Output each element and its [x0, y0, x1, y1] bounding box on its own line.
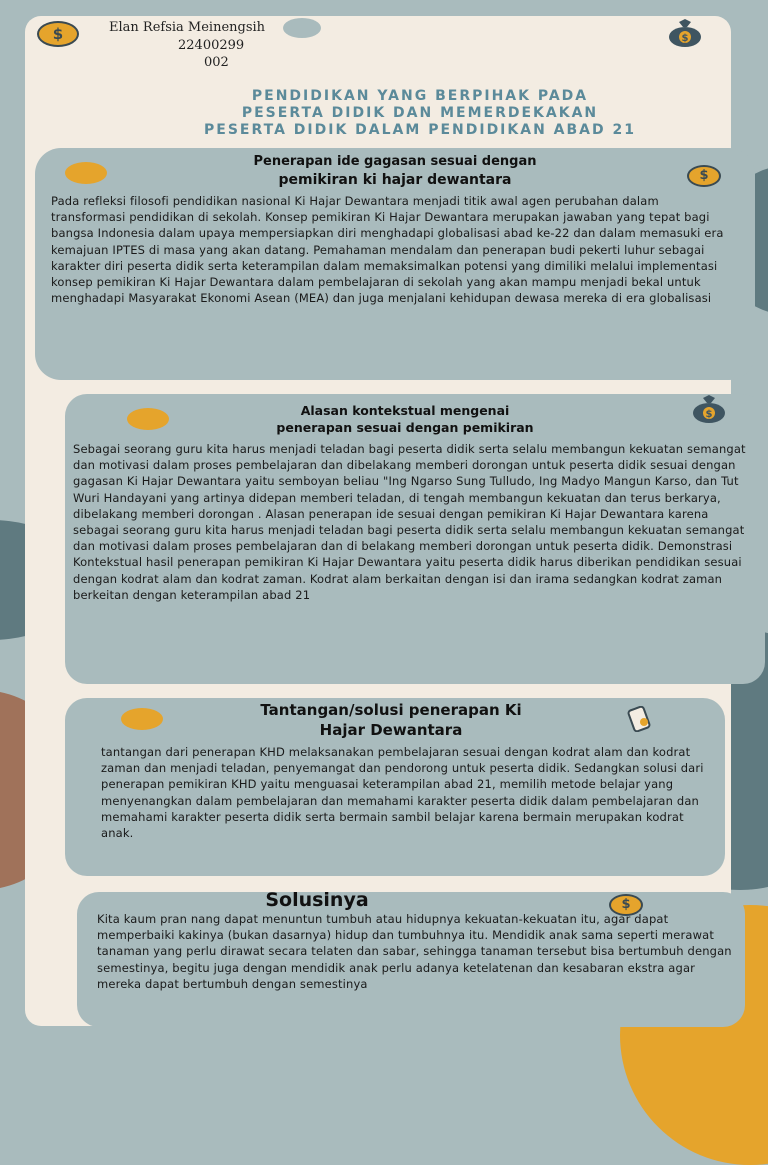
smartphone-icon: [625, 706, 655, 732]
section-title: [135, 153, 655, 189]
section-body: Sebagai seorang guru kita harus menjadi teladan bagi peserta didik serta selalu membangun kekuatan semangat dan motivasi dalam proses pembelajaran dan dibelakang memberi dorongan untuk peserta didik sesuai dengan gagasan Ki Hajar Dewantara yaitu semboyan beliau "Ing Ngarso Sung Tulludo, Ing Madyo Mangun Karso, dan Tut Wuri Handayani yang artinya didepan memberi teladan, di tengah membangun kekuatan dan terus berkarya, dibelakang memberi dorongan . Alasan penerapan ide sesuai dengan pemikiran Ki Hajar Dewantara karena sebagai seorang guru kita harus menjadi teladan bagi peserta didik serta selalu membangun kekuatan semangat dan motivasi dalam proses pembelajaran dan di belakang memberi dorongan untuk peserta didik. Demonstrasi Kontekstual hasil penerapan pemikiran Ki Hajar Dewantara yaitu peserta didik harus diberikan pendidikan sesuai dengan kodrat alam dan kodrat zaman. Kodrat alam berkaitan dengan isi dan irama sedangkan kodrat zaman berkeitan dengan keterampilan abad 21: [73, 442, 746, 602]
section-title-line: Penerapan ide gagasan sesuai dengan: [253, 154, 537, 169]
section-card-solusi: [77, 889, 745, 1027]
student-id: 22400299: [178, 38, 245, 53]
dollar-coin-icon: $: [609, 894, 643, 916]
section-title: [195, 402, 615, 436]
orange-dot: [121, 708, 163, 730]
section-title-line: penerapan sesuai dengan pemikiran: [276, 420, 534, 435]
section-title-line: Solusinya: [265, 889, 369, 911]
section-card-penerapan: [35, 148, 755, 380]
section-title: [227, 888, 407, 912]
section-title-line: Alasan kontekstual mengenai: [300, 403, 510, 418]
author-name: Elan Refsia Meinengsih: [109, 20, 266, 35]
section-title-line: Hajar Dewantara: [319, 721, 463, 739]
svg-text:$: $: [705, 409, 713, 420]
money-bag-icon: [691, 394, 727, 424]
section-title-line: pemikiran ki hajar dewantara: [278, 172, 512, 188]
section-body: tantangan dari penerapan KHD melaksanakan pembelajaran sesuai dengan kodrat alam dan kodrat zaman dan menjadi teladan, penyemangat dan pendorong untuk peserta didik. Sedangkan solusi dari penerapan pemikiran KHD yaitu menguasai keterampilan abad 21, memilih metode belajar yang menyenangkan dalam pembelajaran dan memahami karakter peserta didik dalam pembelajaran dan memahami karakter peserta didik serta bermain sambil belajar karena bermain merupakan kodrat anak.: [101, 745, 704, 841]
section-title-line: Tantangan/solusi penerapan Ki: [260, 701, 522, 719]
money-bag-icon: [667, 18, 703, 48]
orange-dot: [65, 162, 107, 184]
poster-paper: [25, 16, 746, 1026]
section-card-alasan: [65, 394, 765, 684]
section-title: [165, 700, 617, 740]
svg-text:$: $: [681, 33, 689, 44]
dollar-coin-icon: $: [37, 21, 79, 47]
section-body: Pada refleksi filosofi pendidikan nasional Ki Hajar Dewantara menjadi titik awal agen perubahan dalam transformasi pendidikan di sekolah. Konsep pemikiran Ki Hajar Dewantara merupakan jawaban yang tepat bagi bangsa Indonesia dalam upaya mempersiapkan diri menghadapi globalisasi abad ke-22 dan dalam memasuki era kemajuan IPTES di masa yang akan datang. Pemahaman mendalam dan penerapan budi pekerti luhur sebagai karakter diri peserta didik serta keterampilan dalam memaksimalkan potensi yang dimiliki melalui implementasi konsep pemikiran Ki Hajar Dewantara dalam pembelajaran di sekolah yang akan mampu menjadi bekal untuk menghadapi Masyarakat Ekonomi Asean (MEA) dan juga menjalani kehidupan dewasa mereka di era globalisasi: [51, 194, 724, 306]
page-title-line: PESERTA DIDIK DAN MEMERDEKAKAN: [241, 105, 599, 121]
page-title-line: PENDIDIKAN YANG BERPIHAK PADA: [251, 88, 589, 104]
decorative-circle: [283, 18, 321, 38]
page-title: [125, 88, 715, 139]
section-body: Kita kaum pran nang dapat menuntun tumbuh atau hidupnya kekuatan-kekuatan itu, agar dapat memperbaiki kakinya (bukan dasarnya) hidup dan tumbuhnya itu. Mendidik anak sama seperti merawat tanaman yang perlu dirawat secara telaten dan sabar, sehingga tanaman tersebut bisa bertumbuh dengan semestinya, begitu juga dengan mendidik anak perlu adanya ketelatenan dan kesabaran ekstra agar mereka dapat bertumbuh dengan semestinya: [97, 912, 732, 991]
section-card-tantangan: [65, 698, 725, 876]
orange-dot: [127, 408, 169, 430]
page-title-line: PESERTA DIDIK DALAM PENDIDIKAN ABAD 21: [204, 122, 636, 138]
dollar-coin-icon: $: [687, 165, 721, 187]
class-code: 002: [204, 55, 229, 70]
